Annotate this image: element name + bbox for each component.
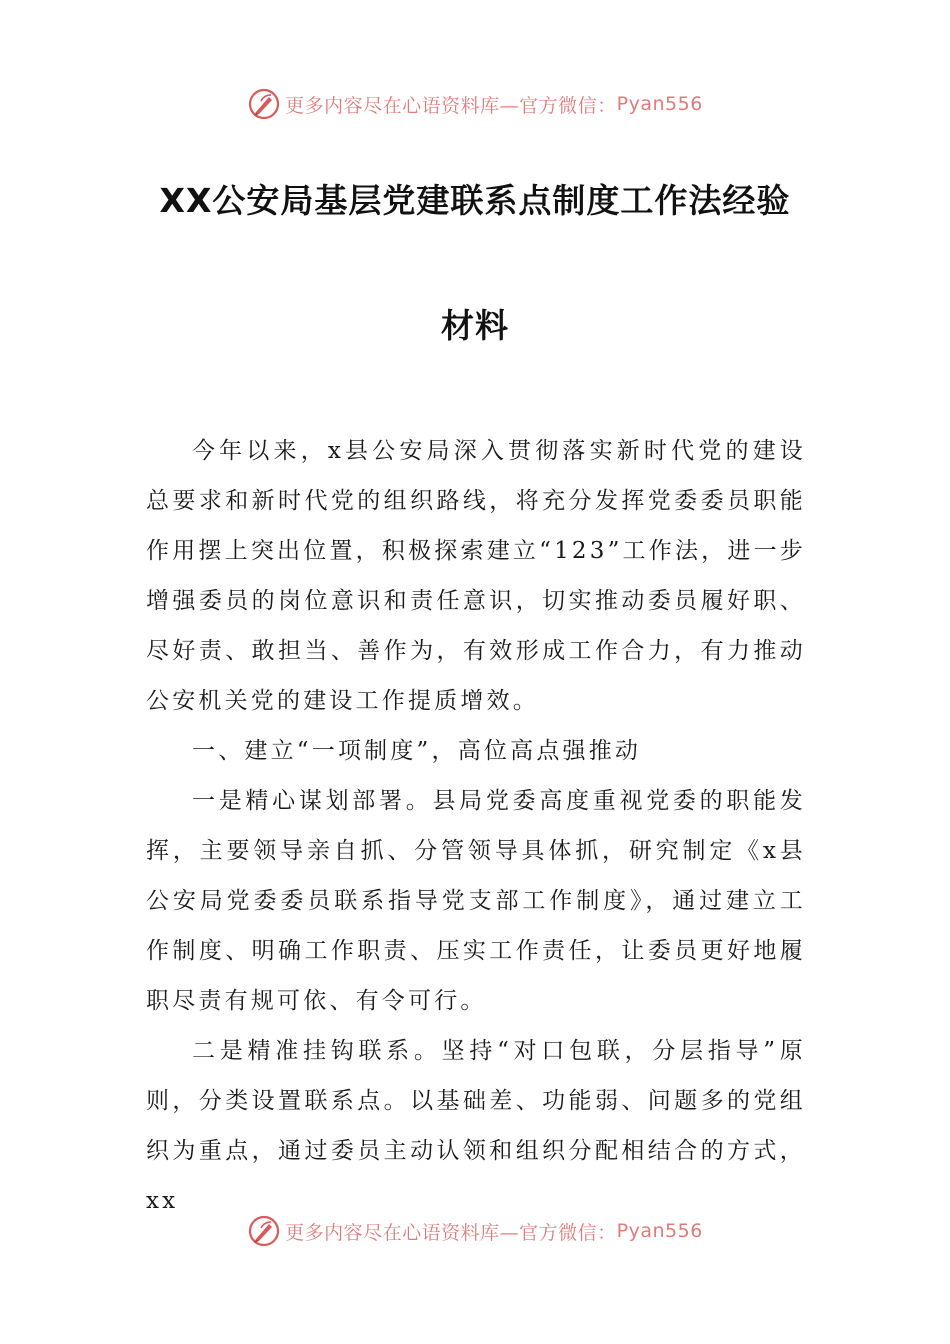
paragraph-point-2: 二是精准挂钩联系。坚持“对口包联，分层指导”原则，分类设置联系点。以基础差、功能弱、问题多的党组织为重点，通过委员主动认领和组织分配相结合的方式，xx <box>146 1038 806 1214</box>
document-title-line2: 材料 <box>441 306 509 345</box>
document-body <box>146 426 806 1226</box>
watermark-text: 更多内容尽在心语资料库—官方微信： <box>285 1221 617 1244</box>
section-heading-1: 一、建立“一项制度”，高位高点强推动 <box>192 738 642 764</box>
watermark-wechat-id: Pyan556 <box>616 1220 703 1242</box>
watermark-footer <box>0 1211 950 1251</box>
watermark-text: 更多内容尽在心语资料库—官方微信： <box>285 94 617 117</box>
paragraph-point-1: 一是精心谋划部署。县局党委高度重视党委的职能发挥，主要领导亲自抓、分管领导具体抓，研究制定《x县公安局党委委员联系指导党支部工作制度》，通过建立工作制度、明确工作职责、压实工作责任，让委员更好地履职尽责有规可依、有令可行。 <box>146 788 806 1014</box>
watermark-wechat-id: Pyan556 <box>616 93 703 115</box>
paragraph-intro: 今年以来，x县公安局深入贯彻落实新时代党的建设总要求和新时代党的组织路线，将充分发挥党委委员职能作用摆上突出位置，积极探索建立“123”工作法，进一步增强委员的岗位意识和责任意识，切实推动委员履好职、尽好责、敢担当、善作为，有效形成工作合力，有力推动公安机关党的建设工作提质增效。 <box>146 438 806 714</box>
pen-logo-icon <box>247 87 281 121</box>
pen-logo-icon <box>247 1214 281 1248</box>
watermark-header <box>0 84 950 124</box>
document-title-line1: XX公安局基层党建联系点制度工作法经验 <box>159 181 791 220</box>
